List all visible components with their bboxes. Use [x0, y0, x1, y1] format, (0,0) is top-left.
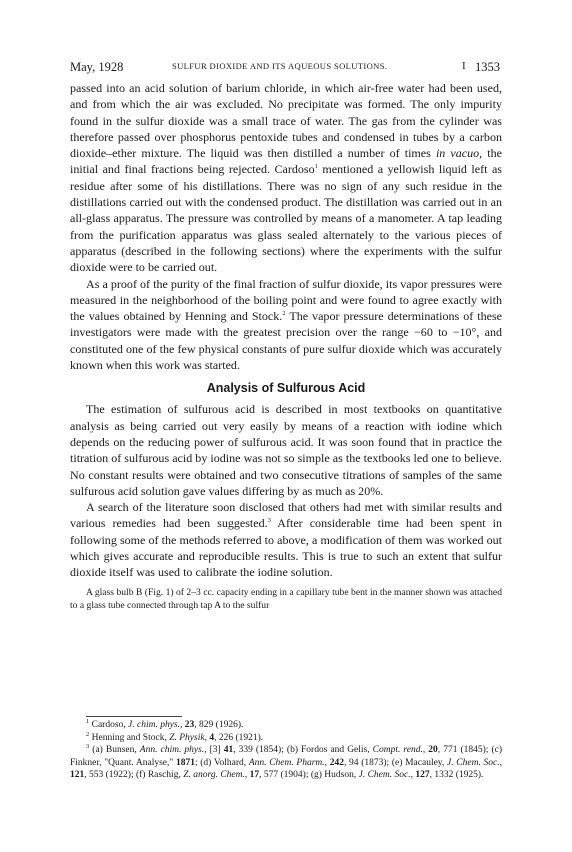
- footnote-3: $^3$ (a) Bunsen, Ann. chim. phys., [3] 41, 339 (1854); (b) Fordos and Gelis, Compt. rend., 20, 771 (1845); (c) Finkner, "Quant. Analyse," 1871; (d) Volhard, Ann. Chem. Pharm., 242, 94 (1873); (e) Macauley, J. Chem. Soc., 121, 553 (1922); (f) Raschig, Z. anorg. Chem., 17, 577 (1904); (g) Hudson, J. Chem. Soc., 127, 1332 (1925).: [70, 742, 503, 780]
- article-body: [70, 80, 502, 612]
- footnote-ref-3: 3: [267, 517, 271, 525]
- footnote-divider: [86, 716, 182, 717]
- header-part-number: I: [462, 60, 466, 72]
- footnote-2: $^2$ Henning and Stock, Z. Physik, 4, 226 (1921).: [86, 730, 264, 743]
- footnote-ref-2: 2: [282, 310, 286, 318]
- section-heading: Analysis of Sulfurous Acid: [206, 381, 366, 396]
- footnote-ref-1: 1: [314, 163, 318, 171]
- header-title: SULFUR DIOXIDE AND ITS AQUEOUS SOLUTIONS.: [172, 61, 388, 71]
- footnote-1: $^1$ Cardoso, J. chim. phys., 23, 829 (1926).: [86, 717, 244, 730]
- running-header: [70, 60, 502, 76]
- paragraph-5-small-print: A glass bulb B (Fig. 1) of 2–3 cc. capacity ending in a capillary tube bent in the manner shown was attached to a glass tube connected through tap A to the sulfur: [70, 586, 502, 611]
- paragraph-3: The estimation of sulfurous acid is described in most textbooks on quantitative analysis as being carried out very easily by means of a reaction with iodine which depends on the reducing power of sulfurous acid. It was soon found that in practice the titration of sulfurous acid by iodine was not so simple as the textbooks led one to believe. No constant results were obtained and two consecutive titrations of samples of the same sulfurous acid solution gave values differing by as much as 20%.: [70, 402, 502, 498]
- paragraph-2: As a proof of the purity of the final fraction of sulfur dioxide, its vapor pressures were measured in the neighborhood of the boiling point and were found to agree exactly with the values obtained by Henning and Stock.$^2$ The vapor pressure determinations of these investigators were made with the greatest precision over the range −60 to −10°, and constituted one of the few physical constants of pure sulfur dioxide which was accurately known when this work was started.: [70, 276, 502, 373]
- paragraph-1: passed into an acid solution of barium chloride, in which air-free water had been used, and from which the air was excluded. No precipitate was formed. The only impurity found in the sulfur dioxide was a small trace of water. The gas from the cylinder was therefore passed over phosphorus pentoxide tubes and condensed in tubes by a carbon dioxide–ether mixture. The liquid was then distilled a number of times in vacuo, the initial and final fractions being rejected. Cardoso$^1$ mentioned a yellowish liquid left as residue after some of his distillations. There was no sign of any such residue in the distillations carried out with the condensed product. The distillation was carried out in an all-glass apparatus. The pressure was controlled by means of a manometer. A tap leading from the purification apparatus was glass sealed alternately to the various pieces of apparatus (described in the following sections) where the experiments with the sulfur dioxide were to be carried out.: [70, 81, 502, 275]
- page-number: 1353: [475, 60, 500, 74]
- paragraph-4: A search of the literature soon disclosed that others had met with similar results and various remedies had been suggested.$^3$ After considerable time had been spent in following some of the methods referred to above, a modification of them was worked out which gives accurate and reproducible results. This is true to such an extent that sulfur dioxide itself was used to calibrate the iodine solution.: [70, 500, 502, 580]
- footnotes: [70, 719, 502, 782]
- header-date: May, 1928: [70, 60, 124, 74]
